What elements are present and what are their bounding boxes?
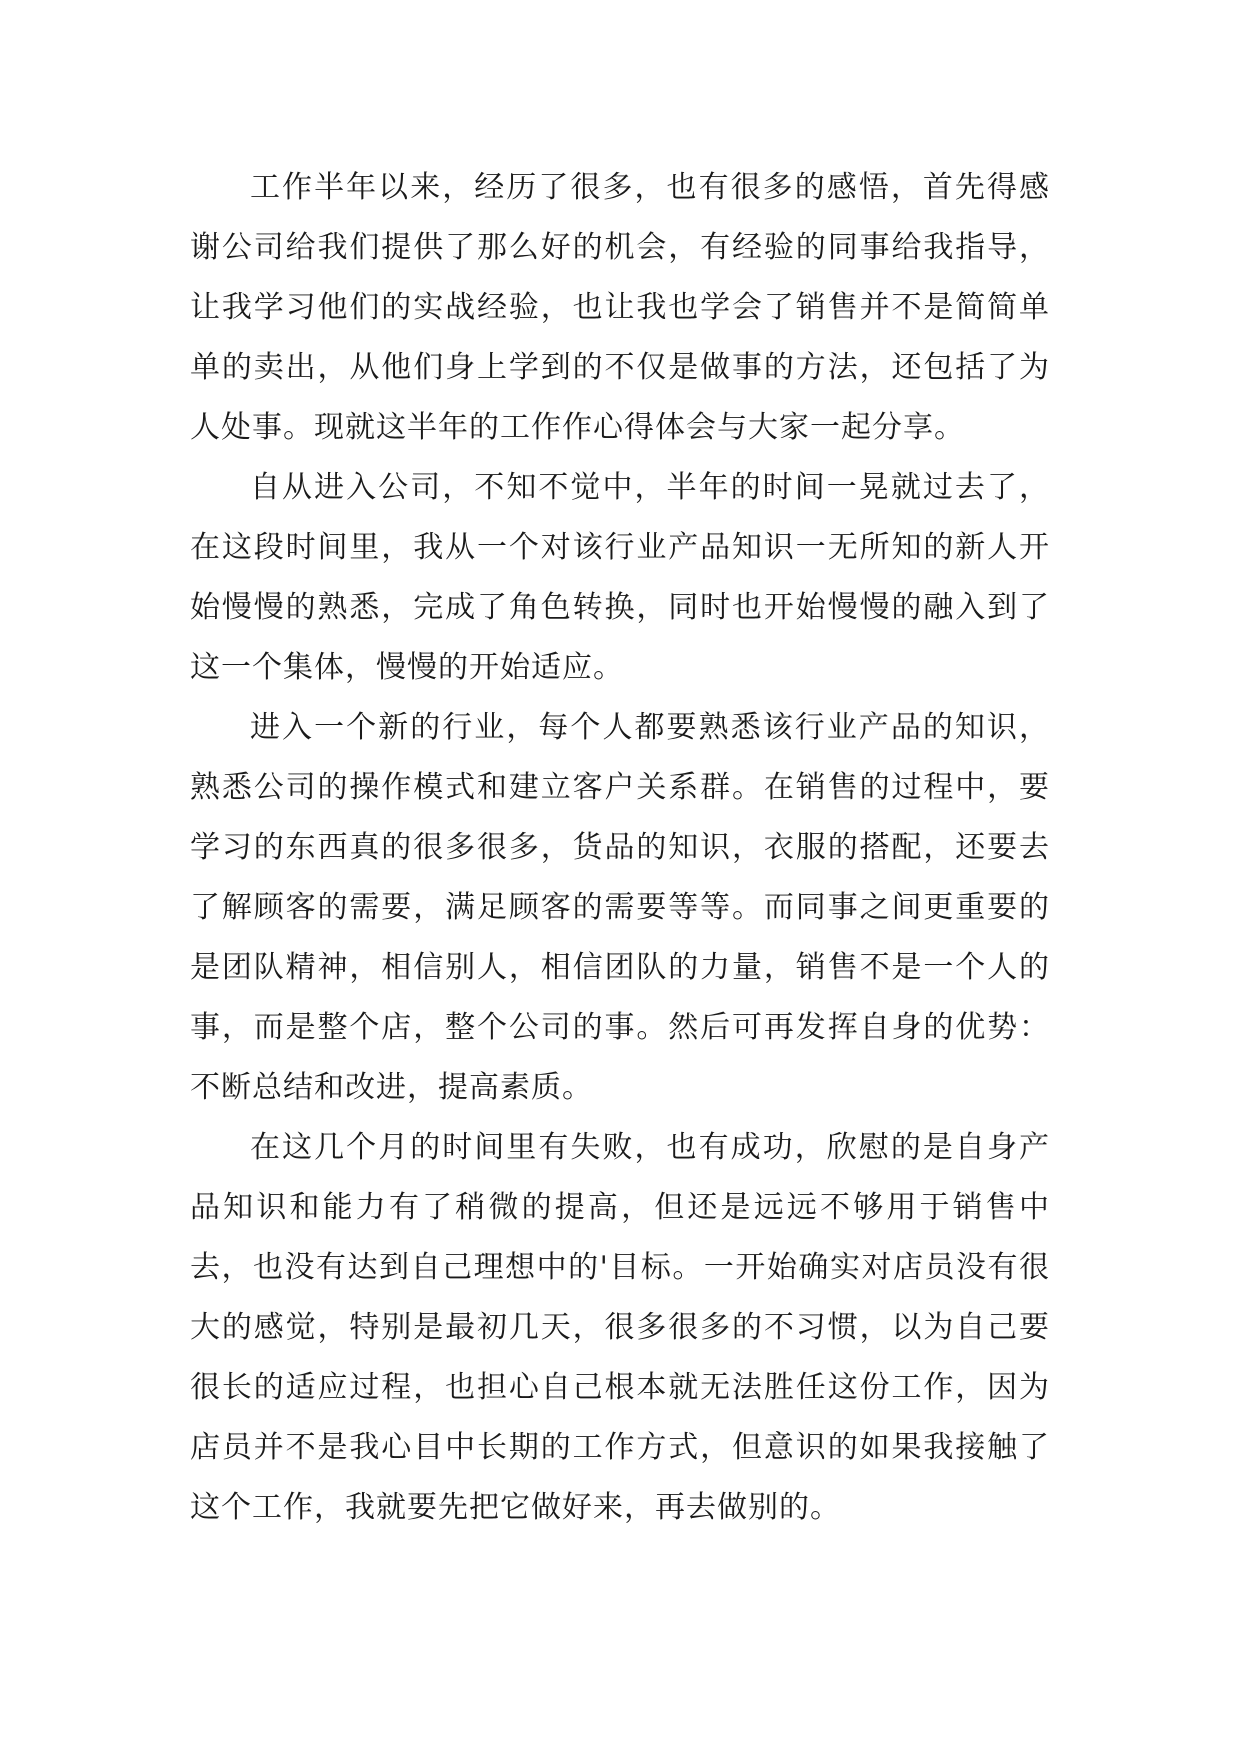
- document-body: [190, 158, 1050, 1538]
- paragraph: 工作半年以来，经历了很多，也有很多的感悟，首先得感谢公司给我们提供了那么好的机会，有经验的同事给我指导，让我学习他们的实战经验，也让我也学会了销售并不是简简单单的卖出，从他们身上学到的不仅是做事的方法，还包括了为人处事。现就这半年的工作作心得体会与大家一起分享。: [190, 170, 1050, 445]
- paragraph: 进入一个新的行业，每个人都要熟悉该行业产品的知识，熟悉公司的操作模式和建立客户关系群。在销售的过程中，要学习的东西真的很多很多，货品的知识，衣服的搭配，还要去了解顾客的需要，满足顾客的需要等等。而同事之间更重要的是团队精神，相信别人，相信团队的力量，销售不是一个人的事，而是整个店，整个公司的事。然后可再发挥自身的优势：不断总结和改进，提高素质。: [190, 710, 1050, 1105]
- paragraph: 在这几个月的时间里有失败，也有成功，欣慰的是自身产品知识和能力有了稍微的提高，但还是远远不够用于销售中去，也没有达到自己理想中的'目标。一开始确实对店员没有很大的感觉，特别是最初几天，很多很多的不习惯，以为自己要很长的适应过程，也担心自己根本就无法胜任这份工作，因为店员并不是我心目中长期的工作方式，但意识的如果我接触了这个工作，我就要先把它做好来，再去做别的。: [190, 1130, 1050, 1525]
- paragraph: 自从进入公司，不知不觉中，半年的时间一晃就过去了，在这段时间里，我从一个对该行业产品知识一无所知的新人开始慢慢的熟悉，完成了角色转换，同时也开始慢慢的融入到了这一个集体，慢慢的开始适应。: [190, 470, 1050, 685]
